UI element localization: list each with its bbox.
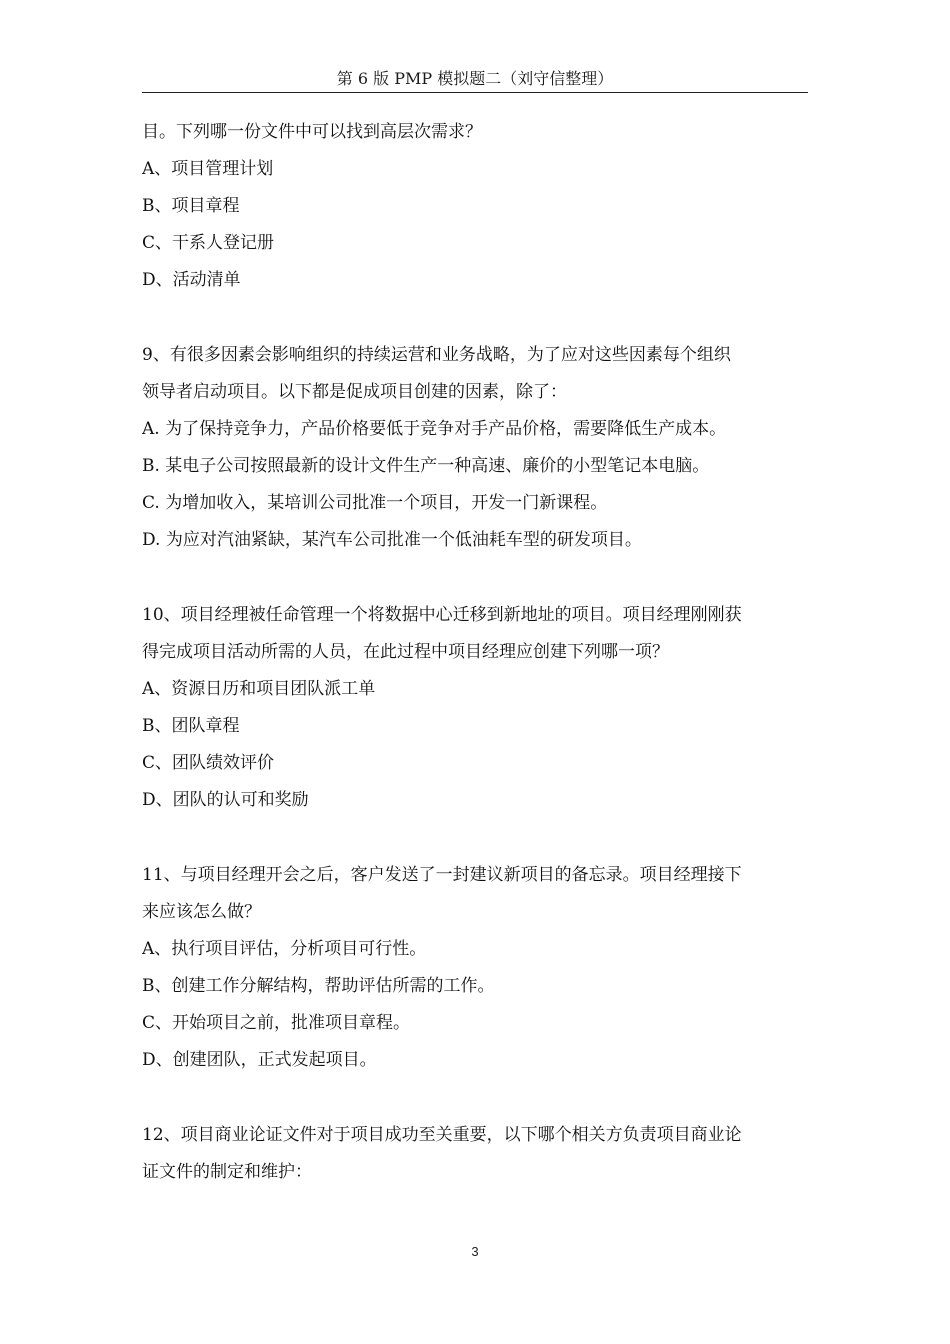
question-stem-line: 9、有很多因素会影响组织的持续运营和业务战略，为了应对这些因素每个组织 bbox=[142, 345, 731, 365]
spacer bbox=[142, 559, 808, 597]
spacer bbox=[142, 819, 808, 857]
option-b: B、创建工作分解结构，帮助评估所需的工作。 bbox=[142, 976, 495, 996]
option-a: A、执行项目评估，分析项目可行性。 bbox=[142, 939, 427, 959]
option-a: A、资源日历和项目团队派工单 bbox=[142, 679, 376, 699]
option-d: D、团队的认可和奖励 bbox=[142, 790, 309, 810]
option-a: A、项目管理计划 bbox=[142, 159, 274, 179]
option-c: C、开始项目之前，批准项目章程。 bbox=[142, 1013, 411, 1033]
page-number: 3 bbox=[471, 1244, 479, 1259]
option-c: C. 为增加收入，某培训公司批准一个项目，开发一门新课程。 bbox=[142, 493, 608, 513]
question-12 bbox=[142, 1117, 808, 1191]
question-10 bbox=[142, 597, 808, 819]
question-8-continuation bbox=[142, 114, 808, 299]
option-a: A. 为了保持竞争力，产品价格要低于竞争对手产品价格，需要降低生产成本。 bbox=[142, 419, 727, 439]
document-body bbox=[142, 114, 808, 1191]
option-b: B、项目章程 bbox=[142, 196, 240, 216]
spacer bbox=[142, 1079, 808, 1117]
option-b: B. 某电子公司按照最新的设计文件生产一种高速、廉价的小型笔记本电脑。 bbox=[142, 456, 710, 476]
option-d: D. 为应对汽油紧缺，某汽车公司批准一个低油耗车型的研发项目。 bbox=[142, 530, 642, 550]
spacer bbox=[142, 299, 808, 337]
question-stem-line: 目。下列哪一份文件中可以找到高层次需求？ bbox=[142, 122, 482, 142]
option-d: D、创建团队，正式发起项目。 bbox=[142, 1050, 377, 1070]
question-stem-line: 12、项目商业论证文件对于项目成功至关重要，以下哪个相关方负责项目商业论 bbox=[142, 1125, 742, 1145]
option-c: C、团队绩效评价 bbox=[142, 753, 275, 773]
question-stem-line: 领导者启动项目。以下都是促成项目创建的因素，除了： bbox=[142, 382, 567, 402]
question-stem-line: 10、项目经理被任命管理一个将数据中心迁移到新地址的项目。项目经理刚刚获 bbox=[142, 605, 742, 625]
question-stem-line: 证文件的制定和维护： bbox=[142, 1162, 312, 1182]
option-c: C、干系人登记册 bbox=[142, 233, 275, 253]
question-stem-line: 来应该怎么做？ bbox=[142, 902, 261, 922]
option-d: D、活动清单 bbox=[142, 270, 241, 290]
page-header: 第 6 版 PMP 模拟题二（刘守信整理） bbox=[336, 69, 614, 88]
question-11 bbox=[142, 857, 808, 1079]
question-stem-line: 得完成项目活动所需的人员，在此过程中项目经理应创建下列哪一项？ bbox=[142, 642, 669, 662]
question-stem-line: 11、与项目经理开会之后，客户发送了一封建议新项目的备忘录。项目经理接下 bbox=[142, 865, 742, 885]
option-b: B、团队章程 bbox=[142, 716, 240, 736]
header-divider bbox=[142, 92, 808, 93]
question-9 bbox=[142, 337, 808, 559]
